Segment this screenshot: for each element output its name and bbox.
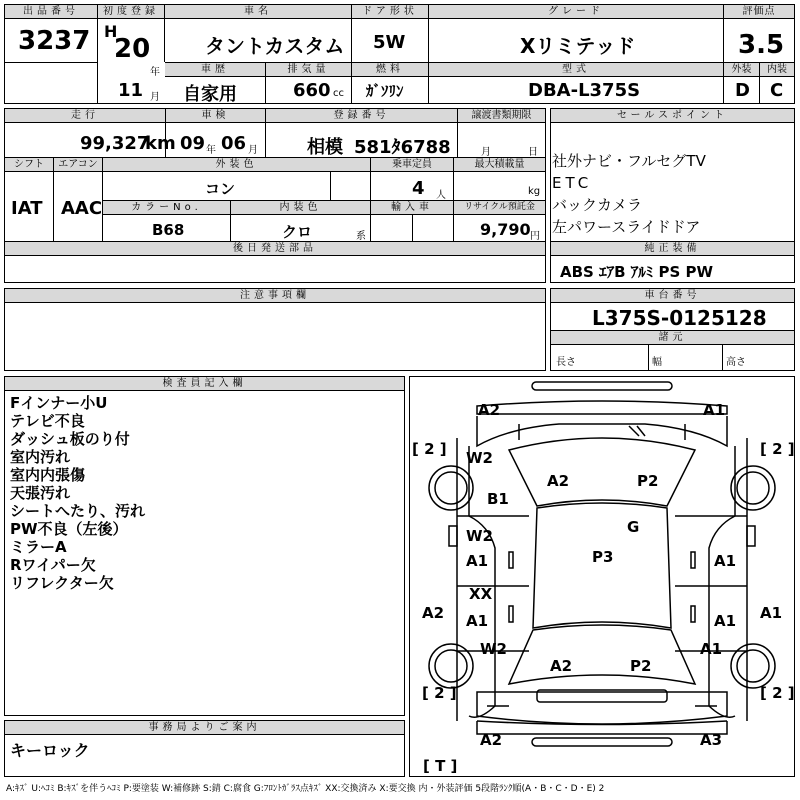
damage-mark: [ T ] — [423, 757, 458, 775]
spec-length: 長さ — [556, 357, 576, 368]
spec-height: 高さ — [726, 357, 746, 368]
car-outline-diagram — [409, 376, 795, 777]
door-type: 5W — [373, 32, 406, 53]
inspector-note: ミラーA — [10, 538, 67, 556]
color-no-header: カラーNo. — [103, 201, 230, 215]
mileage-header: 走行 — [5, 109, 165, 123]
fuel-header: 燃料 — [352, 63, 428, 77]
interior-grade: C — [770, 80, 784, 101]
import-header: 輸入車 — [371, 201, 453, 215]
color-no: B68 — [152, 221, 185, 239]
damage-mark: [ 2 ] — [422, 684, 457, 702]
damage-mark: B1 — [487, 490, 509, 508]
damage-mark: A1 — [466, 612, 489, 630]
spec-width: 幅 — [652, 357, 662, 368]
damage-mark: G — [627, 518, 640, 536]
inspector-note: シートへたり、汚れ — [10, 502, 146, 520]
recycle-fee: 9,790 — [480, 220, 531, 239]
sales-point-3: バックカメラ — [552, 196, 643, 214]
recycle-unit: 円 — [530, 231, 540, 242]
mileage: 99,327 — [80, 133, 150, 154]
first-reg-header: 初度登録 — [98, 5, 164, 19]
sales-point-2: ETC — [552, 174, 593, 192]
int-color-header: 内装色 — [231, 201, 370, 215]
inspector-note: 室内内張傷 — [10, 466, 86, 484]
displacement-unit: cc — [333, 88, 344, 99]
displacement-header: 排気量 — [266, 63, 351, 77]
damage-mark: [ 2 ] — [412, 440, 447, 458]
score: 3.5 — [738, 30, 785, 60]
inspector-notes — [10, 394, 145, 592]
ext-color: コン — [205, 180, 236, 198]
damage-mark: XX — [469, 585, 493, 603]
capacity: 4 — [412, 178, 425, 199]
exterior-grade: D — [735, 80, 750, 101]
car-name-header: 車名 — [165, 5, 351, 19]
damage-mark: A1 — [700, 640, 723, 658]
int-color: クロ — [282, 223, 313, 241]
first-reg-year: 20 — [114, 34, 151, 64]
shift-header: シフト — [5, 158, 53, 172]
damage-mark: A2 — [480, 731, 503, 749]
transfer-month: 月 — [481, 147, 491, 158]
car-name: タントカスタム — [205, 34, 345, 58]
damage-mark: W2 — [466, 527, 493, 545]
inspector-note: リフレクター欠 — [10, 574, 114, 592]
inspector-note: 天張汚れ — [10, 484, 71, 502]
legend: A:ｷｽﾞ U:ﾍｺﾐ B:ｷｽﾞを伴うﾍｺﾐ P:要塗装 W:補修跡 S:錆 C:腐食 G:ﾌﾛﾝﾄｶﾞﾗｽ点ｷｽﾞ XX:交換済み X:要交換 内・外装評価 5段階ﾗﾝｸ順(A・B・C・D・E) 2 — [6, 784, 605, 794]
model: DBA-L375S — [528, 80, 641, 101]
ac-header: エアコン — [54, 158, 102, 172]
later-parts-header: 後日発送部品 — [5, 242, 545, 256]
interior-header: 内装 — [760, 63, 794, 77]
inspection-year-unit: 年 — [206, 145, 216, 156]
max-load-header: 最大積載量 — [454, 158, 545, 172]
chassis-header: 車台番号 — [551, 289, 794, 303]
recycle-header: リサイクル預託金 — [454, 201, 545, 215]
damage-mark: [ 2 ] — [760, 684, 795, 702]
inspection-month-unit: 月 — [248, 145, 258, 156]
damage-mark: A2 — [422, 604, 445, 622]
capacity-header: 乗車定員 — [371, 158, 453, 172]
capacity-unit: 人 — [436, 190, 446, 201]
damage-mark: A1 — [714, 612, 737, 630]
first-reg-year-unit: 年 — [150, 67, 160, 78]
inspector-note: Rワイパー欠 — [10, 556, 96, 574]
score-header: 評価点 — [724, 5, 794, 19]
aircon: AAC — [61, 198, 103, 219]
damage-mark: A2 — [478, 401, 501, 419]
inspection-header: 車検 — [166, 109, 265, 123]
shift: IAT — [11, 198, 43, 219]
damage-mark: W2 — [480, 640, 507, 658]
damage-mark: P2 — [637, 472, 659, 490]
inspector-note: Fインナー小U — [10, 394, 108, 412]
inspection-month: 06 — [221, 133, 247, 154]
damage-mark: A1 — [466, 552, 489, 570]
inspector-note: ダッシュ板のり付 — [10, 430, 130, 448]
inspector-note: PW不良（左後） — [10, 520, 128, 538]
ext-color-header: 外装色 — [103, 158, 370, 172]
history: 自家用 — [183, 84, 237, 105]
first-reg-month: 11 — [118, 80, 144, 101]
registration-header: 登録番号 — [266, 109, 457, 123]
damage-mark: P3 — [592, 548, 614, 566]
model-header: 型式 — [429, 63, 723, 77]
registration-number: 581ﾀ6788 — [354, 137, 451, 158]
damage-mark: W2 — [466, 449, 493, 467]
caution-header: 注意事項欄 — [5, 289, 545, 303]
history-header: 車歴 — [165, 63, 265, 77]
damage-mark: A1 — [760, 604, 783, 622]
damage-mark: A1 — [703, 401, 726, 419]
inspector-note: 室内汚れ — [10, 448, 71, 466]
equipment-header: 純正装備 — [551, 242, 794, 256]
damage-mark: [ 2 ] — [760, 440, 795, 458]
damage-mark: P2 — [630, 657, 652, 675]
sales-point-4: 左パワースライドドア — [552, 218, 701, 236]
max-load-unit: kg — [528, 186, 541, 197]
damage-mark: A1 — [714, 552, 737, 570]
damage-mark: A2 — [547, 472, 570, 490]
chassis-number: L375S-0125128 — [592, 306, 767, 330]
equipment: ABS ｴｱB ｱﾙﾐ PS PW — [560, 263, 714, 281]
transfer-day: 日 — [528, 147, 538, 158]
int-color-unit: 系 — [356, 231, 366, 242]
first-reg-era: H — [104, 22, 118, 41]
inspection-year: 09 — [180, 133, 206, 154]
transfer-header: 譲渡書類期限 — [458, 109, 545, 123]
door-header: ドア形状 — [352, 5, 428, 19]
inspector-note: テレビ不良 — [10, 412, 85, 430]
damage-mark: A3 — [700, 731, 723, 749]
grade: Xリミテッド — [520, 34, 636, 58]
grade-header: グレード — [429, 5, 723, 19]
exterior-header: 外装 — [724, 63, 759, 77]
office-note: キーロック — [10, 741, 90, 760]
inspector-header: 検査員記入欄 — [5, 377, 404, 391]
fuel: ｶﾞｿﾘﾝ — [366, 82, 404, 100]
lot-number: 3237 — [18, 26, 91, 56]
sales-point-1: 社外ナビ・フルセグTV — [552, 152, 706, 170]
lot-header: 出品番号 — [5, 5, 97, 19]
displacement: 660 — [293, 80, 331, 101]
mileage-unit: km — [145, 133, 176, 154]
registration-area: 相模 — [307, 137, 343, 158]
first-reg-month-unit: 月 — [150, 92, 160, 103]
office-header: 事務局よりご案内 — [5, 721, 404, 735]
spec-header: 諸元 — [551, 331, 794, 345]
damage-mark: A2 — [550, 657, 573, 675]
sales-point-header: セールスポイント — [551, 109, 794, 123]
